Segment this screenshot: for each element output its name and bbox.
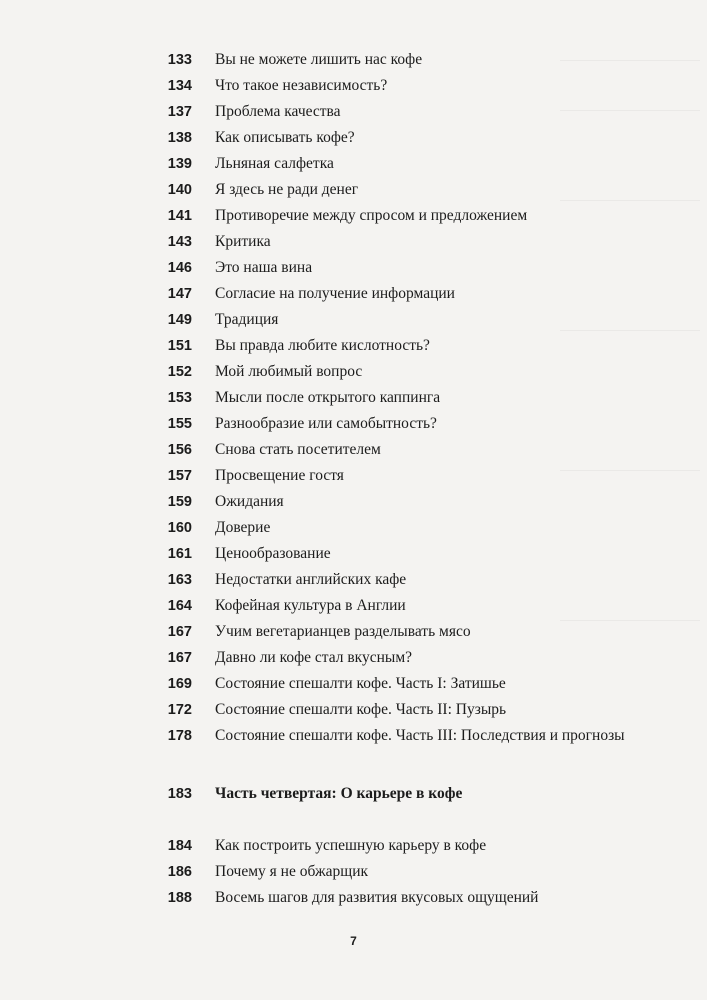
show-through-line [560,60,700,61]
toc-page-number: 169 [167,676,192,692]
toc-title: Вы не можете лишить нас кофе [215,51,423,68]
toc-entry [0,333,707,359]
toc-page-number: 164 [167,598,192,614]
toc-entry [0,885,707,911]
toc-page-number: 183 [167,786,192,802]
toc-page-number: 147 [167,286,192,302]
toc-section-heading [0,781,707,807]
toc-title: Состояние спешалти кофе. Часть II: Пузырь [215,701,507,718]
toc-page-number: 155 [167,416,192,432]
toc-entry [0,723,707,749]
toc-entry [0,697,707,723]
toc-page-number: 167 [167,650,192,666]
toc-title: Проблема качества [215,103,341,120]
toc-entry [0,463,707,489]
toc-title: Недостатки английских кафе [215,571,407,588]
toc-title: Противоречие между спросом и предложением [215,207,528,224]
toc-page-number: 143 [167,234,192,250]
toc-title: Как описывать кофе? [215,129,355,146]
toc-entry [0,255,707,281]
toc-entry [0,671,707,697]
toc-page-number: 138 [167,130,192,146]
toc-title: Состояние спешалти кофе. Часть III: Последствия и прогнозы [215,727,625,744]
toc-entry [0,567,707,593]
toc-title: Традиция [215,311,279,328]
toc-page-number: 134 [167,78,192,94]
toc-page-number: 159 [167,494,192,510]
toc-entry [0,411,707,437]
toc-title: Как построить успешную карьеру в кофе [215,837,487,854]
toc-entry [0,203,707,229]
toc-page-number: 161 [167,546,192,562]
toc-entry [0,437,707,463]
toc-entry [0,73,707,99]
toc-title: Согласие на получение информации [215,285,455,302]
toc-entry [0,359,707,385]
toc-page-number: 140 [167,182,192,198]
toc-page-number: 149 [167,312,192,328]
toc-title: Доверие [215,519,271,536]
toc-title: Восемь шагов для развития вкусовых ощущений [215,889,539,906]
toc-page-number: 146 [167,260,192,276]
toc-page-number: 186 [167,864,192,880]
toc-page-number: 133 [167,52,192,68]
toc-page-number: 153 [167,390,192,406]
toc-page-number: 163 [167,572,192,588]
toc-page-number: 137 [167,104,192,120]
toc-page-number: 184 [167,838,192,854]
toc-page-number: 157 [167,468,192,484]
toc-title: Что такое независимость? [215,77,388,94]
toc-title: Мысли после открытого каппинга [215,389,441,406]
toc-title: Разнообразие или самобытность? [215,415,437,432]
toc-entry [0,151,707,177]
toc-title: Я здесь не ради денег [215,181,359,198]
show-through-line [560,620,700,621]
toc-title: Просвещение гостя [215,467,344,484]
toc-title: Льняная салфетка [215,155,334,172]
toc-title: Учим вегетарианцев разделывать мясо [215,623,471,640]
toc-title: Вы правда любите кислотность? [215,337,430,354]
toc-page-number: 141 [167,208,192,224]
toc-title: Кофейная культура в Англии [215,597,406,614]
toc-title: Снова стать посетителем [215,441,381,458]
show-through-line [560,200,700,201]
toc-page-number: 151 [167,338,192,354]
toc-title: Это наша вина [215,259,313,276]
toc-page-number: 178 [167,728,192,744]
toc-entry [0,541,707,567]
toc-page-number: 172 [167,702,192,718]
toc-title: Давно ли кофе стал вкусным? [215,649,413,666]
toc-page-number: 160 [167,520,192,536]
toc-page-number: 188 [167,890,192,906]
show-through-line [560,110,700,111]
toc-title: Мой любимый вопрос [215,363,363,380]
toc-entry [0,859,707,885]
toc-page-number: 152 [167,364,192,380]
toc-entry [0,125,707,151]
toc-title: Ожидания [215,493,284,510]
toc-entry [0,645,707,671]
toc-entry [0,833,707,859]
toc-page-number: 156 [167,442,192,458]
toc-page-number: 139 [167,156,192,172]
toc-entry [0,619,707,645]
toc-page-number: 167 [167,624,192,640]
page-number: 7 [350,934,357,948]
toc-entry [0,281,707,307]
show-through-line [560,330,700,331]
toc-entry [0,489,707,515]
toc-section-title: Часть четвертая: О карьере в кофе [215,785,463,802]
toc-entry [0,385,707,411]
toc-title: Критика [215,233,271,250]
show-through-line [560,470,700,471]
toc-title: Ценообразование [215,545,331,562]
toc-title: Почему я не обжарщик [215,863,369,880]
toc-entry [0,99,707,125]
toc-entry [0,515,707,541]
toc-entry [0,593,707,619]
toc-title: Состояние спешалти кофе. Часть I: Затишье [215,675,506,692]
toc-entry [0,229,707,255]
